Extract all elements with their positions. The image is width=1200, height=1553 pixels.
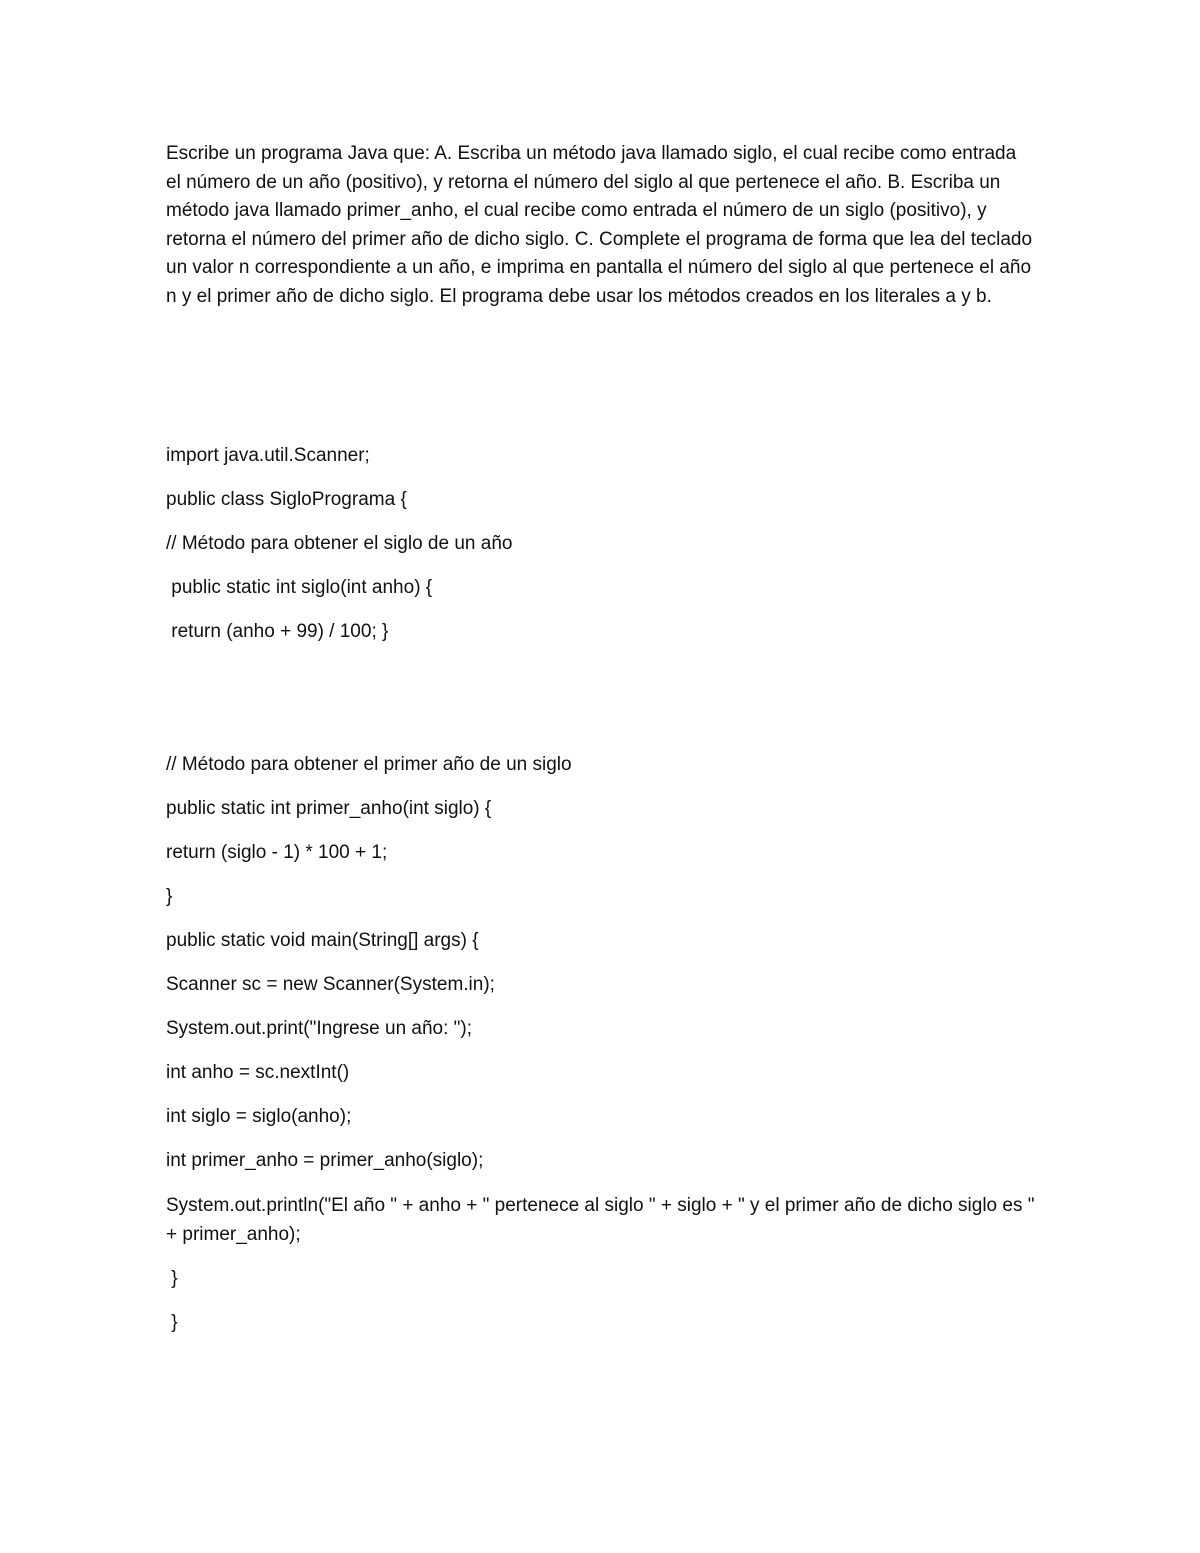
code-line-class-declaration: public class SigloPrograma { <box>166 489 407 510</box>
code-line-scanner: Scanner sc = new Scanner(System.in); <box>166 974 495 995</box>
code-line-siglo-signature: public static int siglo(int anho) { <box>166 577 433 598</box>
exercise-prompt: Escribe un programa Java que: A. Escriba un método java llamado siglo, el cual recibe como entrada el número de un año (positivo), y retorna el número del siglo al que pertenece el año. B. Escriba un método java llamado primer_anho, el cual recibe como entrada el número de un siglo (positivo), y retorna el número del primer año de dicho siglo. C. Complete el programa de forma que lea del teclado un valor n correspondiente a un año, e imprima en pantalla el número del siglo al que pertenece el año n y el primer año de dicho siglo. El programa debe usar los métodos creados en los literales a y b. <box>166 143 1033 307</box>
code-line-primer-anho-return: return (siglo - 1) * 100 + 1; <box>166 842 388 863</box>
code-comment-siglo: // Método para obtener el siglo de un año <box>166 533 513 554</box>
code-line-siglo-return: return (anho + 99) / 100; } <box>166 621 389 642</box>
code-line-main-signature: public static void main(String[] args) { <box>166 930 479 951</box>
code-line-primer-anho-signature: public static int primer_anho(int siglo) { <box>166 798 492 819</box>
code-line-compute-siglo: int siglo = siglo(anho); <box>166 1106 352 1127</box>
code-line-closing-brace-main: } <box>166 1268 178 1289</box>
code-line-import: import java.util.Scanner; <box>166 445 370 466</box>
code-line-print-prompt: System.out.print("Ingrese un año: "); <box>166 1018 473 1039</box>
code-comment-primer-anho: // Método para obtener el primer año de un siglo <box>166 754 572 775</box>
code-line-read-anho: int anho = sc.nextInt() <box>166 1062 350 1083</box>
code-line-compute-primer-anho: int primer_anho = primer_anho(siglo); <box>166 1150 484 1171</box>
code-line-println: System.out.println("El año " + anho + " pertenece al siglo " + siglo + " y el primer año de dicho siglo es " + primer_anho); <box>166 1195 1035 1245</box>
code-line-closing-brace: } <box>166 886 173 907</box>
code-line-closing-brace-class: } <box>166 1312 178 1333</box>
